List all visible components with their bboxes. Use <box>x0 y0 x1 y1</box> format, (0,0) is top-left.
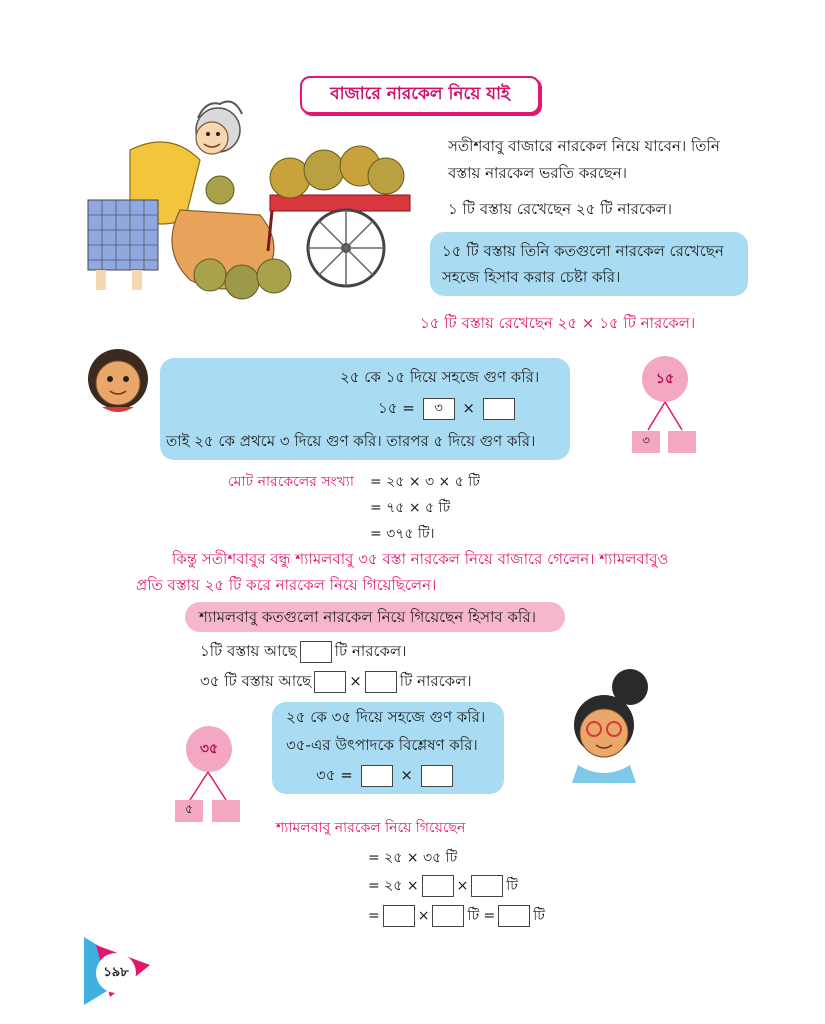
page-number: ১৯৮ <box>103 965 129 980</box>
factor-equation-1 <box>378 395 518 421</box>
calc2-row-1: = ২৫ × ৩৫ টি <box>368 850 458 866</box>
fill-row-2-post: টি নারকেল। <box>399 672 472 690</box>
times-sign: × <box>462 399 475 417</box>
intro-line-3: ১ টি বস্তায় রেখেছেন ২৫ টি নারকেল। <box>448 200 672 218</box>
calc2-row-3-input-2[interactable] <box>432 905 464 927</box>
fill-row-2-input-1[interactable] <box>314 671 346 693</box>
calc1-row-3: = ৩৭৫ টি। <box>370 526 435 542</box>
method2-line-1: ২৫ কে ৩৫ দিয়ে সহজে গুণ করি। <box>286 708 486 726</box>
method-box-2 <box>272 702 504 794</box>
calc2-row-2-input-1[interactable] <box>422 875 454 897</box>
calc2-row-3-pre: = <box>368 908 380 924</box>
calc2-row-3-input-3[interactable] <box>498 905 530 927</box>
calc2-row-2-pre: = ২৫ × <box>368 878 419 894</box>
fill-row-2 <box>200 668 472 694</box>
question-pill <box>185 602 565 632</box>
method2-line-2: ৩৫-এর উৎপাদকে বিশ্লেষণ করি। <box>286 736 478 754</box>
calc2-row-2 <box>368 874 518 898</box>
pill-text: শ্যামলবাবু কতগুলো নারকেল নিয়ে গিয়েছেন হিসাব করি। <box>199 608 536 626</box>
eq-left: ১৫ = <box>378 399 415 417</box>
intro-line-2: বস্তায় নারকেল ভরতি করছেন। <box>448 164 628 182</box>
calc2-label: শ্যামলবাবু নারকেল নিয়ে গিয়েছেন <box>276 820 466 836</box>
page-title: বাজারে নারকেল নিয়ে যাই <box>300 76 540 114</box>
para2-line-2: প্রতি বস্তায় ২৫ টি করে নারকেল নিয়ে গিয়েছিলেন। <box>136 576 437 594</box>
times-sign: × <box>417 908 430 924</box>
times-sign: × <box>456 878 469 894</box>
question-line-2: সহজে হিসাব করার চেষ্টা করি। <box>442 268 621 286</box>
factor-tree-1-lines <box>640 400 700 432</box>
factor-input-2[interactable] <box>483 398 515 420</box>
factor2-input-1[interactable] <box>361 765 393 787</box>
factor-tree-1-leaf-right[interactable] <box>668 431 696 453</box>
question-line-1: ১৫ টি বস্তায় তিনি কতগুলো নারকেল রেখেছেন <box>442 242 724 260</box>
statement-15-bags: ১৫ টি বস্তায় রেখেছেন ২৫ × ১৫ টি নারকেল। <box>420 314 696 332</box>
fill-row-1-post: টি নারকেল। <box>334 642 407 660</box>
factor-tree-1-root: ১৫ <box>642 356 688 402</box>
calc2-row-3-post: টি <box>533 908 545 924</box>
calc2-row-3-input-1[interactable] <box>383 905 415 927</box>
factor-tree-2-leaf-left: ৫ <box>175 800 203 822</box>
intro-line-1: সতীশবাবু বাজারে নারকেল নিয়ে যাবেন। তিনি <box>448 137 720 155</box>
girl-face-illustration <box>78 345 158 420</box>
girl-with-glasses-illustration <box>560 665 660 785</box>
method-box-1 <box>160 358 570 460</box>
times-sign: × <box>349 672 362 690</box>
factor2-input-2[interactable] <box>421 765 453 787</box>
method-line-1: ২৫ কে ১৫ দিয়ে সহজে গুণ করি। <box>340 368 540 386</box>
method-line-3: তাই ২৫ কে প্রথমে ৩ দিয়ে গুণ করি। তারপর ৫ দিয়ে গুণ করি। <box>166 432 536 450</box>
fill-row-1 <box>200 638 407 664</box>
calc2-row-2-input-2[interactable] <box>471 875 503 897</box>
calc2-row-3 <box>368 904 545 928</box>
fill-row-1-input[interactable] <box>300 641 332 663</box>
factor-equation-2 <box>316 762 456 788</box>
factor-tree-2-root: ৩৫ <box>186 726 232 772</box>
calc1-row-1: = ২৫ × ৩ × ৫ টি <box>370 474 480 490</box>
times-sign: × <box>400 766 413 784</box>
para2-line-1: কিন্তু সতীশবাবুর বন্ধু শ্যামলবাবু ৩৫ বস্তা নারকেল নিয়ে বাজারে গেলেন। শ্যামলবাবুও <box>172 550 669 568</box>
factor-tree-1-leaf-left: ৩ <box>632 431 660 453</box>
factor-tree-2-lines <box>180 770 240 802</box>
calc1-row-2: = ৭৫ × ৫ টি <box>370 500 451 516</box>
question-box <box>430 232 748 296</box>
calc2-row-2-post: টি <box>506 878 518 894</box>
coconut-cart-illustration <box>262 140 422 290</box>
eq-left: ৩৫ = <box>316 766 353 784</box>
fill-row-2-pre: ৩৫ টি বস্তায় আছে <box>200 672 312 690</box>
factor-input-1[interactable]: ৩ <box>423 398 455 420</box>
factor-tree-2-leaf-right[interactable] <box>212 800 240 822</box>
calc1-label: মোট নারকেলের সংখ্যা <box>228 474 354 490</box>
fill-row-1-pre: ১টি বস্তায় আছে <box>200 642 297 660</box>
calc2-row-3-mid: টি = <box>467 908 496 924</box>
fill-row-2-input-2[interactable] <box>365 671 397 693</box>
